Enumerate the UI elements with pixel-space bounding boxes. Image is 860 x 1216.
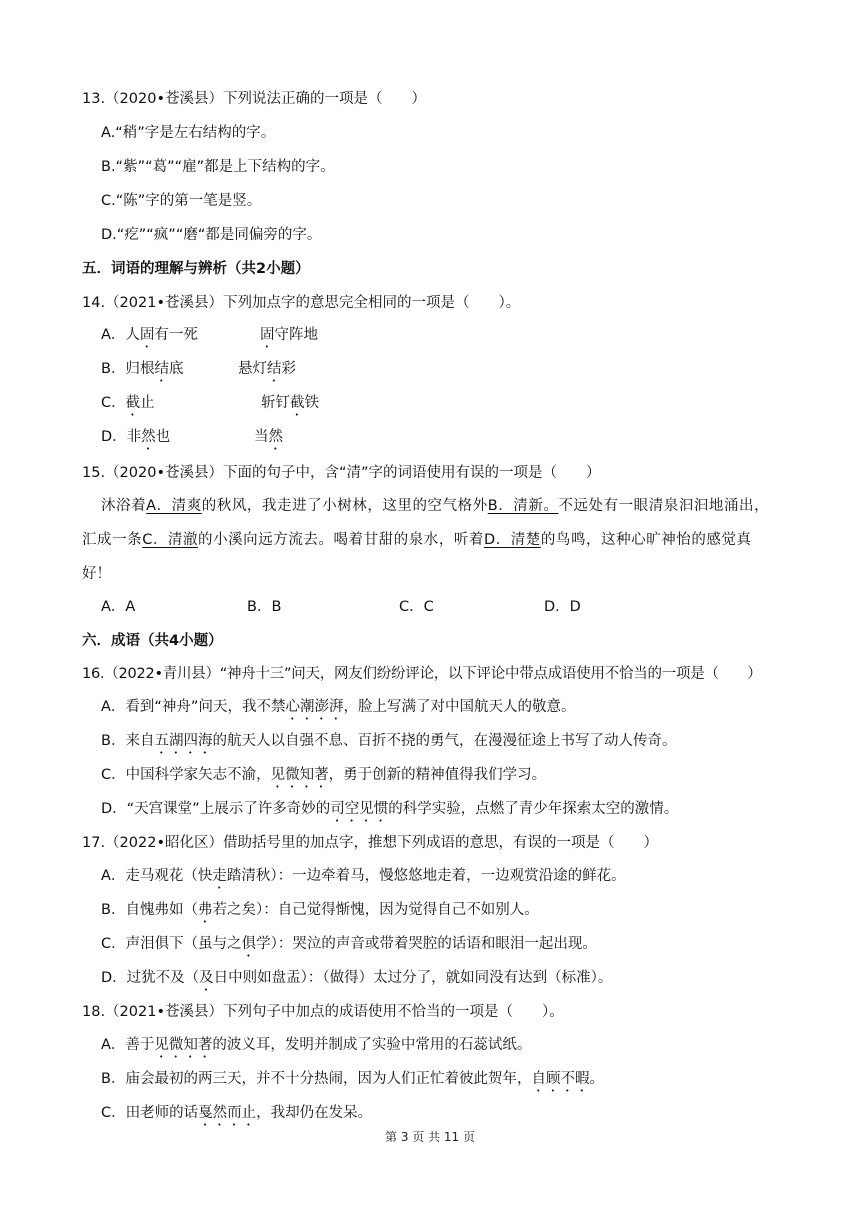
section-5-heading: 五．词语的理解与辨析（共2小题） bbox=[82, 261, 310, 277]
dotted-char: 然 bbox=[141, 429, 156, 445]
question-15-options bbox=[101, 597, 581, 617]
underlined-option: A．清爽 bbox=[146, 498, 202, 514]
question-14-stem: 14.（2021•苍溪县）下列加点字的意思完全相同的一项是（ ）。 bbox=[82, 295, 521, 311]
dotted-char: 结 bbox=[267, 361, 282, 377]
question-15-stem: 15.（2020•苍溪县）下面的句子中，含“清”字的词语使用有误的一项是（ ） bbox=[82, 465, 601, 481]
dotted-idiom: 心潮澎湃 bbox=[285, 699, 344, 715]
page-footer: 第 3 页 共 11 页 bbox=[385, 1130, 475, 1144]
dotted-char: 俱 bbox=[241, 936, 257, 952]
question-14-option-a: A．人固有一死 固守阵地 bbox=[101, 327, 318, 343]
question-16-option-d: D．“天宫课堂”上展示了许多奇妙的司空见惯的科学实验，点燃了青少年探索太空的激情。 bbox=[101, 801, 679, 817]
question-13-option-a: A.“稍”字是左右结构的字。 bbox=[101, 125, 276, 141]
question-16-option-c: C．中国科学家矢志不渝，见微知著，勇于创新的精神值得我们学习。 bbox=[101, 767, 547, 783]
underlined-option: B．清新。 bbox=[487, 498, 559, 514]
option-c: C．C bbox=[399, 599, 434, 615]
question-13-option-c: C.“陈”字的第一笔是竖。 bbox=[101, 193, 262, 209]
dotted-idiom: 司空见惯 bbox=[330, 801, 389, 817]
question-14-option-b: B．归根结底 悬灯结彩 bbox=[101, 361, 296, 377]
dotted-char: 及 bbox=[199, 970, 214, 986]
dotted-char: 走 bbox=[212, 868, 227, 884]
question-17-stem: 17.（2022•昭化区）借助括号里的加点字，推想下列成语的意思，有误的一项是（ ） bbox=[82, 835, 659, 851]
dotted-idiom: 戛然而止 bbox=[198, 1105, 257, 1121]
question-18-option-a: A．善于见微知著的波义耳，发明并制成了实验中常用的石蕊试纸。 bbox=[101, 1037, 532, 1053]
question-13-option-b: B.“紫”“葛”“雇”都是上下结构的字。 bbox=[101, 159, 335, 175]
question-18-stem: 18.（2021•苍溪县）下列句子中加点的成语使用不恰当的一项是（ ）。 bbox=[82, 1004, 564, 1020]
option-d: D．D bbox=[544, 599, 581, 615]
question-17-option-a: A．走马观花（快走踏清秋）：一边牵着马，慢悠悠地走着，一边观赏沿途的鲜花。 bbox=[101, 868, 626, 884]
question-13-stem: 13.（2020•苍溪县）下列说法正确的一项是（ ） bbox=[82, 91, 427, 107]
question-15-passage-line-3: 好！ bbox=[82, 566, 111, 582]
dotted-char: 截 bbox=[125, 395, 141, 411]
dotted-char: 结 bbox=[154, 361, 169, 377]
dotted-idiom: 自顾不暇 bbox=[531, 1071, 590, 1087]
dotted-idiom: 五湖四海 bbox=[154, 733, 213, 749]
dotted-char: 固 bbox=[260, 327, 275, 343]
question-13-option-d: D.“疙”“疯”“磨“都是同偏旁的字。 bbox=[101, 227, 322, 243]
question-18-option-c: C．田老师的话戛然而止，我却仍在发呆。 bbox=[101, 1105, 373, 1121]
question-18-option-b: B．庙会最初的两三天，并不十分热闹，因为人们正忙着彼此贺年，自顾不暇。 bbox=[101, 1071, 604, 1087]
dotted-char: 截 bbox=[290, 395, 305, 411]
question-14-option-c: C．截止 斩钉截铁 bbox=[101, 395, 319, 411]
dotted-char: 固 bbox=[139, 327, 155, 343]
question-17-option-c: C．声泪俱下（虽与之俱学）：哭泣的声音或带着哭腔的话语和眼泪一起出现。 bbox=[101, 936, 597, 952]
dotted-char: 弗 bbox=[197, 902, 213, 918]
underlined-option: D．清楚 bbox=[483, 532, 541, 548]
question-16-stem: 16.（2022•青川县）“神舟十三”问天，网友们纷纷评论，以下评论中带点成语使用不恰当的一项是（ ） bbox=[82, 666, 762, 682]
question-16-option-b: B．来自五湖四海的航天人以自强不息、百折不挠的勇气，在漫漫征途上书写了动人传奇。 bbox=[101, 733, 677, 749]
dotted-char: 然 bbox=[268, 429, 283, 445]
underlined-option: C．清澈 bbox=[142, 532, 199, 548]
section-6-heading: 六．成语（共4小题） bbox=[82, 633, 223, 649]
question-16-option-a: A．看到“神舟”问天，我不禁心潮澎湃，脸上写满了对中国航天人的敬意。 bbox=[101, 699, 576, 715]
question-15-passage-line-1: 沐浴着A．清爽的秋风，我走进了小树林，这里的空气格外B．清新。不远处有一眼清泉汩汩地涌出， bbox=[101, 498, 770, 514]
question-15-passage-line-2: 汇成一条C．清澈的小溪向远方流去。喝着甘甜的泉水，听着D．清楚的鸟鸣，这种心旷神怡的感觉真 bbox=[82, 532, 752, 548]
option-a: A．A bbox=[101, 599, 136, 615]
question-17-option-b: B．自愧弗如（弗若之矣）：自己觉得惭愧，因为觉得自己不如别人。 bbox=[101, 902, 539, 918]
option-b: B．B bbox=[247, 599, 282, 615]
question-17-option-d: D．过犹不及（及日中则如盘盂）：（做得）太过分了，就如同没有达到（标准）。 bbox=[101, 970, 613, 986]
dotted-idiom: 见微知著 bbox=[270, 767, 329, 783]
dotted-idiom: 见微知著 bbox=[154, 1037, 213, 1053]
question-14-option-d: D．非然也 当然 bbox=[101, 429, 283, 445]
